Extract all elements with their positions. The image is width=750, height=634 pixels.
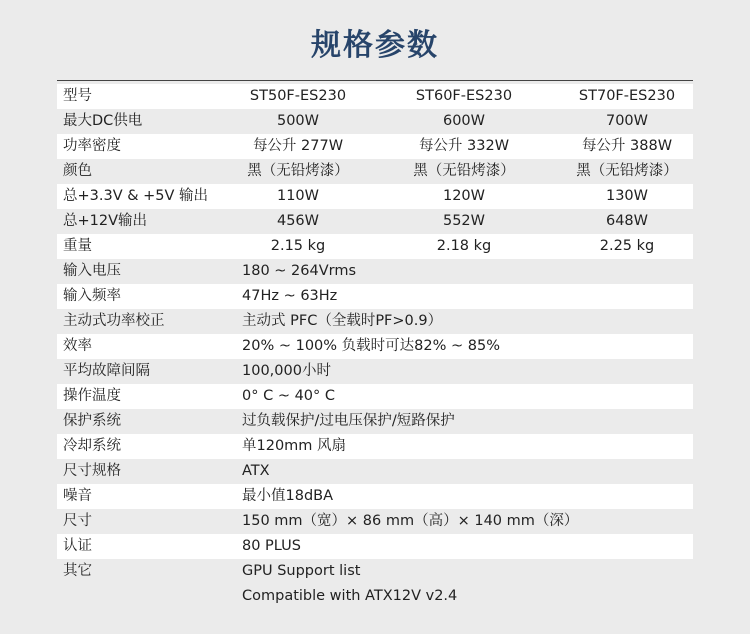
row-value: GPU Support list [242, 563, 361, 579]
table-row [57, 359, 693, 384]
row-value: 100,000小时 [242, 363, 331, 379]
row-label: 输入频率 [63, 288, 121, 304]
row-label: 保护系统 [63, 413, 121, 429]
row-value: Compatible with ATX12V v2.4 [242, 588, 458, 604]
row-value: 过负载保护/过电压保护/短路保护 [242, 413, 455, 429]
table-row [57, 259, 693, 284]
cell-model-1: 2.15 kg [270, 238, 326, 254]
row-label: 颜色 [63, 163, 92, 179]
title-divider [57, 80, 693, 81]
cell-model-3: 2.25 kg [599, 238, 655, 254]
cell-model-1: 黑（无铅烤漆） [247, 163, 349, 179]
row-value: 最小值18dBA [242, 488, 334, 504]
row-label: 输入电压 [63, 263, 121, 279]
table-row [57, 509, 693, 534]
table-row [57, 559, 693, 584]
table-row [57, 109, 693, 134]
table-row [57, 84, 693, 109]
row-label: 认证 [63, 538, 92, 554]
cell-model-3: 130W [605, 188, 648, 204]
row-value: 47Hz ~ 63Hz [242, 288, 338, 304]
row-value: 80 PLUS [242, 538, 301, 554]
row-value: 主动式 PFC（全载时PF>0.9） [242, 313, 443, 329]
table-row [57, 384, 693, 409]
row-label: 总+12V输出 [63, 213, 148, 229]
row-label: 尺寸 [63, 513, 92, 529]
spec-table [57, 84, 693, 609]
table-row [57, 459, 693, 484]
row-label: 效率 [63, 338, 92, 354]
cell-model-3: 648W [605, 213, 648, 229]
row-value: 20% ~ 100% 负载时可达82% ~ 85% [242, 338, 500, 354]
cell-model-3: 700W [605, 113, 648, 129]
cell-model-2: 2.18 kg [436, 238, 492, 254]
table-row [57, 284, 693, 309]
row-value: 0° C ~ 40° C [242, 388, 336, 404]
cell-model-3: 黑（无铅烤漆） [576, 163, 678, 179]
cell-model-1: 456W [276, 213, 319, 229]
row-label: 功率密度 [63, 138, 121, 154]
row-label: 平均故障间隔 [63, 363, 150, 379]
table-row [57, 434, 693, 459]
row-value: 180 ~ 264Vrms [242, 263, 357, 279]
cell-model-1: 500W [276, 113, 319, 129]
table-row [57, 409, 693, 434]
cell-model-2: 120W [442, 188, 485, 204]
table-row [57, 134, 693, 159]
table-row [57, 209, 693, 234]
cell-model-1: 110W [276, 188, 319, 204]
table-row [57, 484, 693, 509]
row-value: ATX [242, 463, 270, 479]
table-row [57, 334, 693, 359]
row-label: 其它 [63, 563, 92, 579]
table-row [57, 584, 693, 609]
row-label: 尺寸规格 [63, 463, 121, 479]
table-row [57, 309, 693, 334]
row-label: 最大DC供电 [63, 113, 143, 129]
cell-model-2: 552W [442, 213, 485, 229]
table-row [57, 234, 693, 259]
table-row [57, 159, 693, 184]
row-label: 操作温度 [63, 388, 121, 404]
cell-model-2: 600W [442, 113, 485, 129]
cell-model-2: 每公升 332W [418, 138, 510, 154]
page-title: 规格参数 [311, 28, 439, 63]
cell-model-2: ST60F-ES230 [415, 88, 513, 104]
cell-model-3: ST70F-ES230 [578, 88, 676, 104]
cell-model-2: 黑（无铅烤漆） [413, 163, 515, 179]
row-value: 单120mm 风扇 [242, 438, 347, 454]
row-label: 主动式功率校正 [63, 313, 165, 329]
row-label: 冷却系统 [63, 438, 121, 454]
row-label: 型号 [63, 88, 92, 104]
row-label: 总+3.3V & +5V 输出 [63, 188, 209, 204]
row-value: 150 mm（宽）× 86 mm（高）× 140 mm（深） [242, 513, 579, 529]
cell-model-1: 每公升 277W [252, 138, 344, 154]
cell-model-3: 每公升 388W [581, 138, 673, 154]
row-label: 噪音 [63, 488, 92, 504]
table-row [57, 184, 693, 209]
cell-model-1: ST50F-ES230 [249, 88, 347, 104]
table-row [57, 534, 693, 559]
row-label: 重量 [63, 238, 92, 254]
